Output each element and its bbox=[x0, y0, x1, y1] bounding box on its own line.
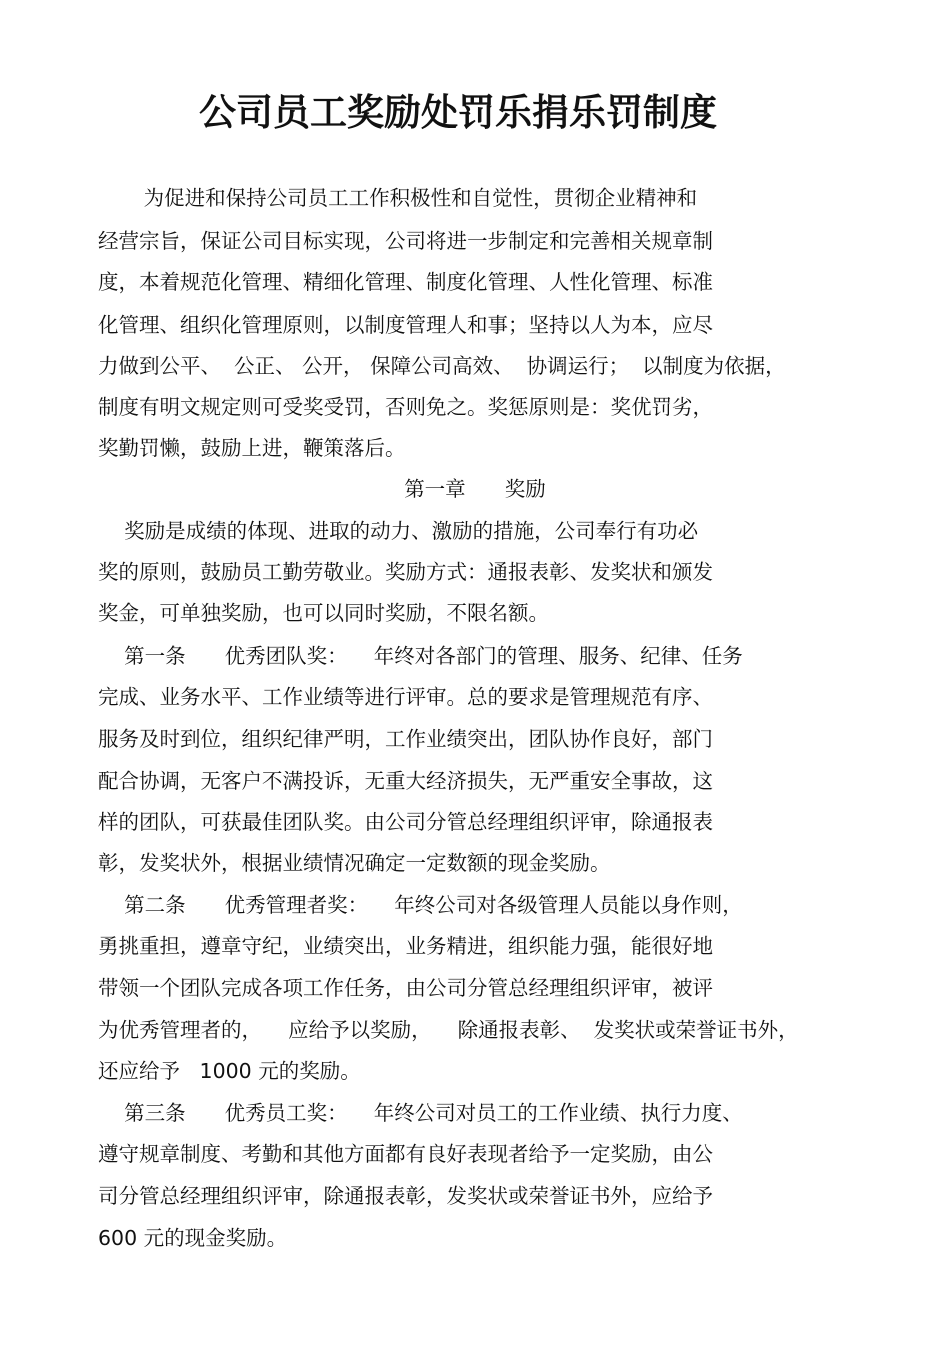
paragraph-line: 力做到公平、 公正、 公开， 保障公司高效、 协调运行； 以制度为依据， bbox=[98, 354, 786, 378]
chapter-heading: 第一章 奖励 bbox=[404, 477, 546, 501]
paragraph-line: 度，本着规范化管理、精细化管理、制度化管理、人性化管理、标准 bbox=[98, 270, 713, 294]
article-line: 第一条 优秀团队奖： 年终对各部门的管理、服务、纪律、任务 bbox=[98, 644, 743, 668]
paragraph-line: 样的团队，可获最佳团队奖。由公司分管总经理组织评审，除通报表 bbox=[98, 810, 713, 834]
paragraph-line: 化管理、组织化管理原则，以制度管理人和事；坚持以人为本，应尽 bbox=[98, 313, 713, 337]
paragraph-line: 600 元的现金奖励。 bbox=[98, 1226, 288, 1250]
paragraph-line: 奖励是成绩的体现、进取的动力、激励的措施，公司奉行有功必 bbox=[98, 519, 699, 543]
paragraph-line: 配合协调，无客户不满投诉，无重大经济损失，无严重安全事故，这 bbox=[98, 769, 713, 793]
paragraph-line: 带领一个团队完成各项工作任务，由公司分管总经理组织评审，被评 bbox=[98, 976, 713, 1000]
paragraph-line: 奖金，可单独奖励，也可以同时奖励，不限名额。 bbox=[98, 601, 549, 625]
paragraph-line: 经营宗旨，保证公司目标实现，公司将进一步制定和完善相关规章制 bbox=[98, 229, 713, 253]
paragraph-line: 制度有明文规定则可受奖受罚，否则免之。奖惩原则是：奖优罚劣， bbox=[98, 395, 713, 419]
paragraph-line: 服务及时到位，组织纪律严明，工作业绩突出，团队协作良好，部门 bbox=[98, 727, 713, 751]
paragraph-line: 彰，发奖状外，根据业绩情况确定一定数额的现金奖励。 bbox=[98, 851, 611, 875]
paragraph-line: 奖勤罚懒，鼓励上进，鞭策落后。 bbox=[98, 436, 406, 460]
paragraph-line: 遵守规章制度、考勤和其他方面都有良好表现者给予一定奖励，由公 bbox=[98, 1142, 713, 1166]
paragraph-line: 完成、业务水平、工作业绩等进行评审。总的要求是管理规范有序、 bbox=[98, 685, 713, 709]
paragraph-line: 为优秀管理者的， 应给予以奖励， 除通报表彰、 发奖状或荣誉证书外， bbox=[98, 1018, 799, 1042]
document-title: 公司员工奖励处罚乐捐乐罚制度 bbox=[199, 90, 717, 134]
paragraph-line: 司分管总经理组织评审，除通报表彰，发奖状或荣誉证书外，应给予 bbox=[98, 1184, 713, 1208]
paragraph-line: 为促进和保持公司员工工作积极性和自觉性，贯彻企业精神和 bbox=[98, 186, 698, 210]
paragraph-line: 还应给予 1000 元的奖励。 bbox=[98, 1059, 361, 1083]
paragraph-line: 奖的原则，鼓励员工勤劳敬业。奖励方式：通报表彰、发奖状和颁发 bbox=[98, 560, 713, 584]
paragraph-line: 勇挑重担，遵章守纪，业绩突出，业务精进，组织能力强，能很好地 bbox=[98, 934, 713, 958]
article-line: 第三条 优秀员工奖： 年终公司对员工的工作业绩、执行力度、 bbox=[98, 1101, 743, 1125]
article-line: 第二条 优秀管理者奖： 年终公司对各级管理人员能以身作则， bbox=[98, 893, 743, 917]
